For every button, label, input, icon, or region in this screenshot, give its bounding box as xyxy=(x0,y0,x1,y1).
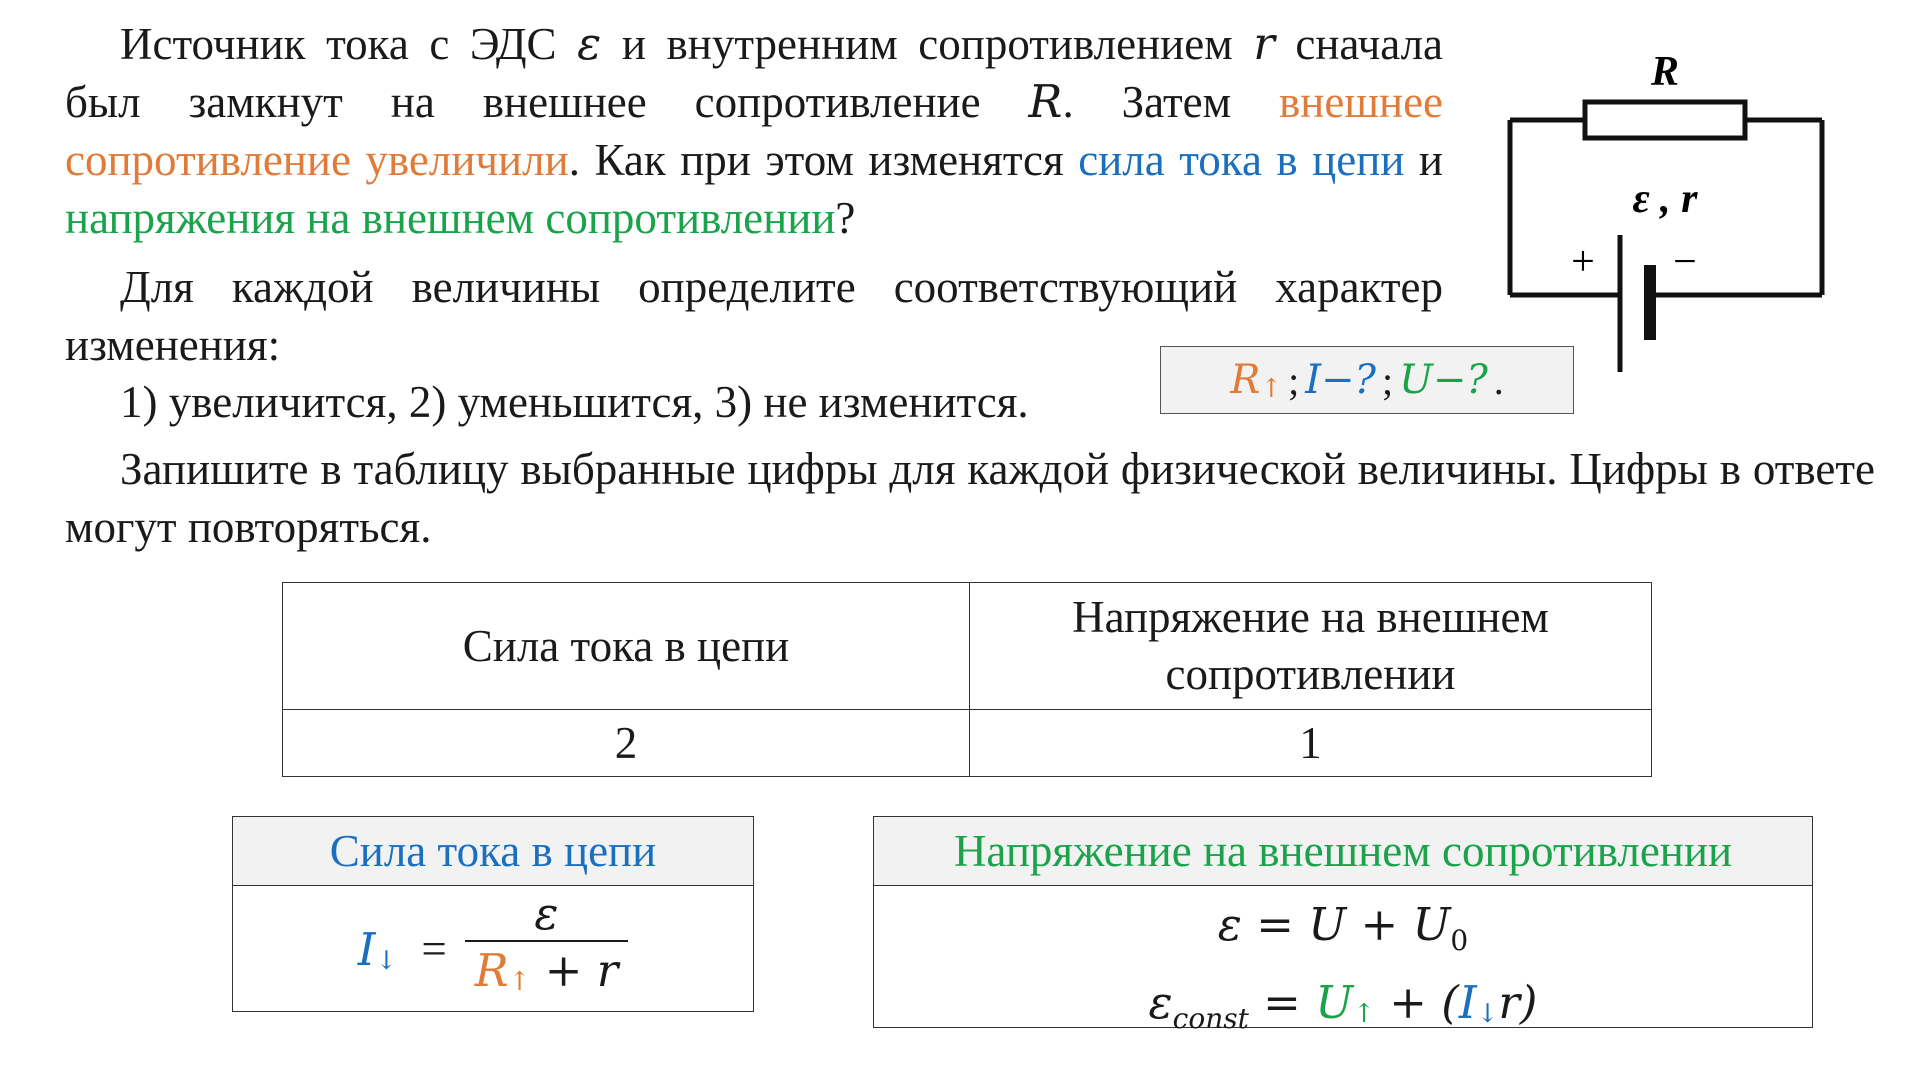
subscript: const xyxy=(1172,1002,1249,1035)
formula-I xyxy=(358,923,398,976)
formula-text: + ( xyxy=(1374,976,1459,1029)
problem-paragraph-3: Запишите в таблицу выбранные цифры для каждой физической величины. Цифры в ответе могут повторяться. xyxy=(65,444,1875,552)
circuit-minus: − xyxy=(1673,239,1697,285)
text-segment: Источник тока с ЭДС xyxy=(120,19,578,69)
arrow-up-icon: ↑ xyxy=(1353,999,1375,1029)
separator: ; xyxy=(1288,357,1300,403)
denominator-R-symbol: R xyxy=(474,943,509,997)
current-formula xyxy=(233,886,753,1012)
voltage-formula-box xyxy=(873,816,1813,1035)
fraction-numerator: ε xyxy=(534,886,559,940)
text-segment: и xyxy=(1404,135,1443,185)
formula-text: ε = U + U xyxy=(1217,898,1451,951)
formula-U xyxy=(1315,976,1375,1029)
hint-I: I−? xyxy=(1305,357,1376,403)
answer-table xyxy=(282,582,1652,777)
highlight-voltage: напряжения на внешнем сопротивлении xyxy=(65,193,836,243)
fraction-denominator xyxy=(465,940,629,1011)
arrow-down-icon: ↓ xyxy=(1476,999,1499,1029)
hint-R xyxy=(1230,357,1282,404)
arrow-up-icon: ↑ xyxy=(508,966,531,997)
table-cell-current: 2 xyxy=(283,710,970,777)
formula-U-symbol: U xyxy=(1315,976,1354,1029)
denominator-plus-r: + r xyxy=(544,943,619,997)
hint-R-symbol: R xyxy=(1230,356,1261,403)
table-header-row xyxy=(283,583,1652,710)
circuit-label-R: R xyxy=(1650,49,1680,95)
text-segment: . Затем xyxy=(1062,77,1280,127)
voltage-formula-line-1 xyxy=(1218,894,1468,972)
table-cell-voltage: 1 xyxy=(970,710,1652,777)
formula-I xyxy=(1459,976,1499,1029)
formula-I-symbol: I xyxy=(1458,976,1477,1029)
text-segment: и внутренним сопротивлением xyxy=(601,19,1254,69)
emf-symbol: ε xyxy=(577,17,602,70)
table-row xyxy=(283,710,1652,777)
external-resistance-symbol: R xyxy=(1028,75,1063,128)
circuit-label-emf: ε , r xyxy=(1632,176,1698,222)
equals-sign: = xyxy=(1248,976,1316,1029)
text-segment: сначала был замкнут на внешнее сопротивление xyxy=(65,19,1443,127)
answer-options: 1) увеличится, 2) уменьшится, 3) не изменится. xyxy=(120,377,1029,427)
separator: ; xyxy=(1382,357,1394,403)
resistor-icon xyxy=(1585,102,1745,138)
circuit-plus: + xyxy=(1571,239,1595,285)
formula-I-symbol: I xyxy=(357,922,376,976)
formula-text: r) xyxy=(1498,976,1538,1029)
separator: . xyxy=(1493,357,1504,403)
text-segment: ? xyxy=(835,193,856,243)
problem-paragraph-2: Для каждой величины определите соответствующий характер изменения: xyxy=(65,262,1443,370)
highlight-current: сила тока в цепи xyxy=(1078,135,1405,185)
hint-U: U−? xyxy=(1399,357,1488,403)
text-segment: . Как при этом изменятся xyxy=(568,135,1079,185)
voltage-formulas xyxy=(874,894,1812,1050)
formula-eps: ε xyxy=(1148,976,1173,1029)
current-box-title: Сила тока в цепи xyxy=(233,817,753,886)
voltage-formula-line-2 xyxy=(1149,972,1538,1050)
circuit-diagram xyxy=(1485,40,1845,385)
equals-sign: = xyxy=(421,924,447,974)
denominator-R xyxy=(475,944,531,997)
internal-resistance-symbol: r xyxy=(1253,17,1275,70)
subscript: 0 xyxy=(1450,924,1469,957)
problem-paragraph-1 xyxy=(65,15,1443,247)
highlight-resistance: внешнее сопротивление увеличили xyxy=(65,77,1444,185)
arrow-down-icon: ↓ xyxy=(375,945,398,976)
voltage-box-title: Напряжение на внешнем сопротивлении xyxy=(874,817,1812,886)
arrow-up-icon: ↑ xyxy=(1260,373,1283,404)
fraction xyxy=(465,888,629,1011)
table-header-voltage: Напряжение на внешнем сопротивлении xyxy=(970,583,1652,710)
table-header-current: Сила тока в цепи xyxy=(283,583,970,710)
current-formula-box xyxy=(232,816,754,1012)
